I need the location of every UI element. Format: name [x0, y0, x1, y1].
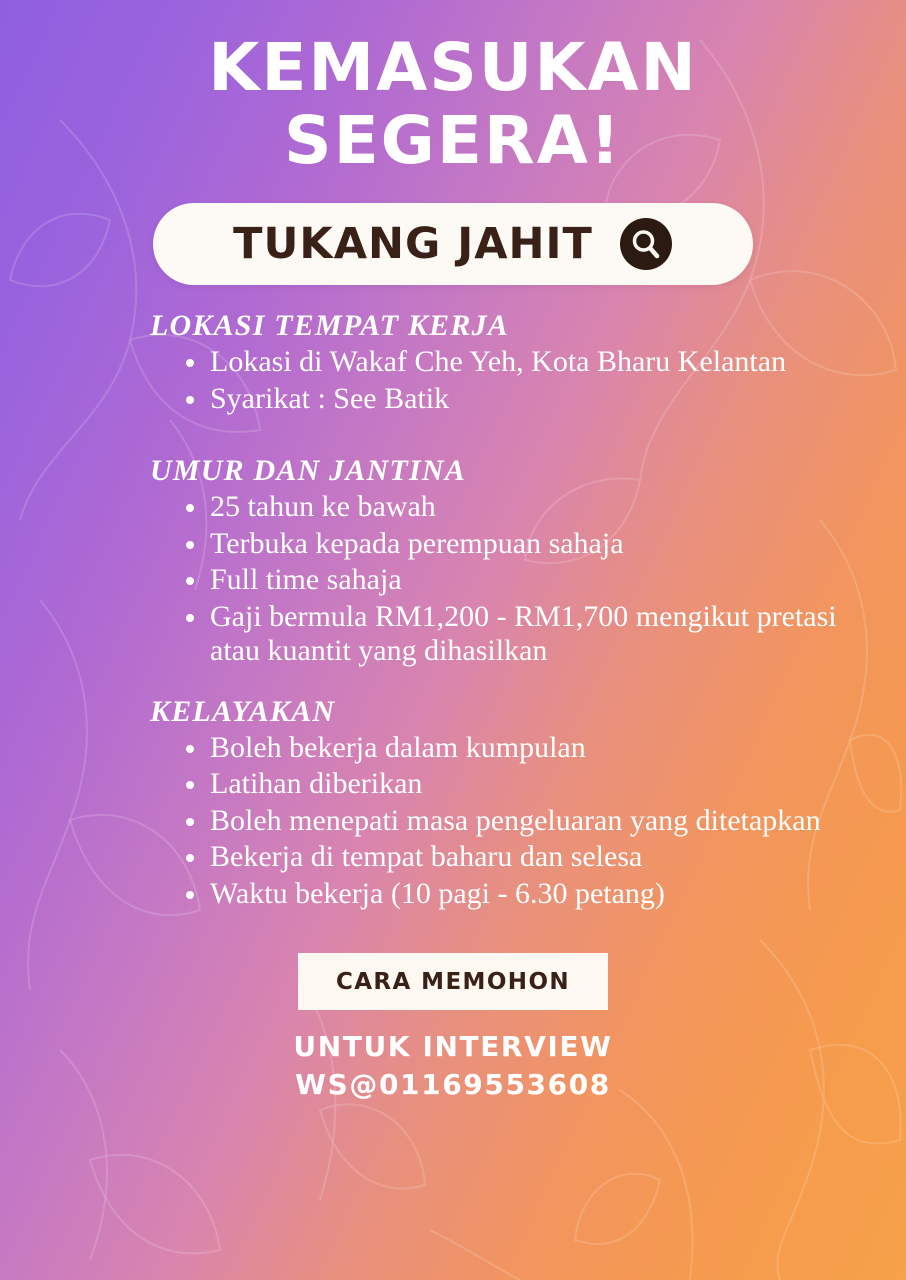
job-title-label: TUKANG JAHIT [233, 219, 593, 270]
job-title-search-bar[interactable] [153, 203, 753, 285]
contact-info [0, 1028, 906, 1104]
cara-memohon-button[interactable]: CARA MEMOHON [298, 953, 608, 1010]
list-item: Lokasi di Wakaf Che Yeh, Kota Bharu Kelantan [182, 345, 846, 380]
section-title: UMUR DAN JANTINA [150, 454, 466, 488]
list-item: Waktu bekerja (10 pagi - 6.30 petang) [182, 877, 846, 912]
section-lokasi-tempat-kerja [0, 309, 906, 416]
list-item: Terbuka kepada perempuan sahaja [182, 527, 846, 562]
section-umur-dan-jantina [0, 454, 906, 669]
section-item-list [150, 345, 846, 416]
section-item-list [150, 490, 846, 669]
poster-footer [0, 953, 906, 1104]
spacer [0, 418, 906, 454]
list-item: Boleh bekerja dalam kumpulan [182, 731, 846, 766]
whatsapp-contact[interactable]: WS@01169553608 [295, 1068, 611, 1102]
section-kelayakan [0, 695, 906, 912]
section-title: KELAYAKAN [150, 694, 336, 728]
list-item: Syarikat : See Batik [182, 382, 846, 417]
list-item: 25 tahun ke bawah [182, 490, 846, 525]
interview-label: UNTUK INTERVIEW [293, 1030, 613, 1064]
list-item: Full time sahaja [182, 563, 846, 598]
section-item-list [150, 731, 846, 912]
search-icon[interactable] [619, 217, 673, 271]
list-item: Boleh menepati masa pengeluaran yang ditetapkan [182, 804, 846, 839]
list-item: Bekerja di tempat baharu dan selesa [182, 840, 846, 875]
page-title [0, 0, 906, 179]
section-title: LOKASI TEMPAT KERJA [150, 309, 509, 343]
headline-line-1: KEMASUKAN [208, 29, 698, 106]
poster-body [0, 285, 906, 1104]
headline-line-2: SEGERA! [284, 101, 622, 179]
list-item: Latihan diberikan [182, 767, 846, 802]
list-item: Gaji bermula RM1,200 - RM1,700 mengikut pretasi atau kuantit yang dihasilkan [182, 600, 846, 669]
